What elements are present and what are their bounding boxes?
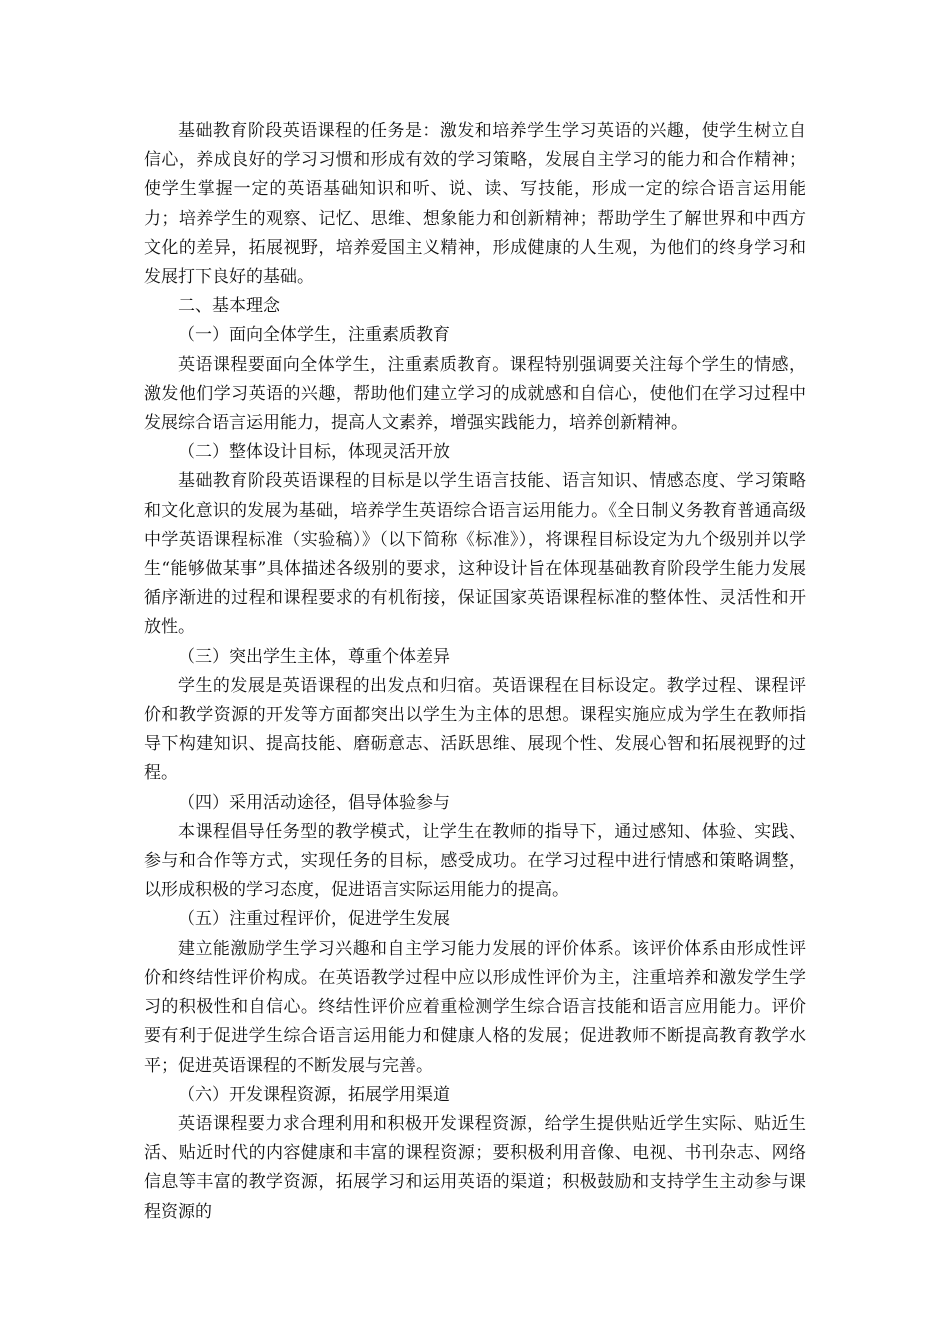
subsection-body-5: 建立能激励学生学习兴趣和自主学习能力发展的评价体系。该评价体系由形成性评价和终结性评价构成。在英语教学过程中应以形成性评价为主，注重培养和激发学生学习的积极性和自信心。终结性评价应着重检测学生综合语言技能和语言应用能力。评价要有利于促进学生综合语言运用能力和健康人格的发展；促进教师不断提高教育教学水平；促进英语课程的不断发展与完善。 bbox=[144, 938, 806, 1076]
subsection-heading-3: （三）突出学生主体，尊重个体差异 bbox=[178, 646, 450, 667]
subsection-body-3: 学生的发展是英语课程的出发点和归宿。英语课程在目标设定。教学过程、课程评价和教学资源的开发等方面都突出以学生为主体的思想。课程实施应成为学生在教师指导下构建知识、提高技能、磨砺意志、活跃思维、展现个性、发展心智和拓展视野的过程。 bbox=[144, 675, 806, 784]
subsection-heading-5: （五）注重过程评价，促进学生发展 bbox=[178, 909, 450, 930]
subsection-heading-4: （四）采用活动途径，倡导体验参与 bbox=[178, 792, 450, 813]
subsection-heading-1: （一）面向全体学生，注重素质教育 bbox=[178, 325, 450, 346]
section-title: 二、基本理念 bbox=[178, 296, 280, 317]
subsection-heading-2: （二）整体设计目标，体现灵活开放 bbox=[178, 442, 450, 463]
intro-paragraph: 基础教育阶段英语课程的任务是：激发和培养学生学习英语的兴趣，使学生树立自信心，养成良好的学习习惯和形成有效的学习策略，发展自主学习的能力和合作精神；使学生掌握一定的英语基础知识和听、说、读、写技能，形成一定的综合语言运用能力；培养学生的观察、记忆、思维、想象能力和创新精神；帮助学生了解世界和中西方文化的差异，拓展视野，培养爱国主义精神，形成健康的人生观，为他们的终身学习和发展打下良好的基础。 bbox=[144, 121, 806, 288]
subsection-body-6: 英语课程要力求合理利用和积极开发课程资源，给学生提供贴近学生实际、贴近生活、贴近时代的内容健康和丰富的课程资源；要积极利用音像、电视、书刊杂志、网络信息等丰富的教学资源，拓展学习和运用英语的渠道；积极鼓励和支持学生主动参与课程资源的 bbox=[144, 1113, 806, 1222]
subsection-body-4: 本课程倡导任务型的教学模式，让学生在教师的指导下，通过感知、体验、实践、参与和合作等方式，实现任务的目标，感受成功。在学习过程中进行情感和策略调整，以形成积极的学习态度，促进语言实际运用能力的提高。 bbox=[144, 821, 806, 901]
subsection-body-2: 基础教育阶段英语课程的目标是以学生语言技能、语言知识、情感态度、学习策略和文化意识的发展为基础，培养学生英语综合语言运用能力。《全日制义务教育普通高级中学英语课程标准（实验稿）》（以下简称《标准》），将课程目标设定为九个级别并以学生“能够做某事”具体描述各级别的要求，这种设计旨在体现基础教育阶段学生能力发展循序渐进的过程和课程要求的有机衔接，保证国家英语课程标准的整体性、灵活性和开放性。 bbox=[144, 471, 806, 638]
subsection-heading-6: （六）开发课程资源，拓展学用渠道 bbox=[178, 1084, 450, 1105]
document-body bbox=[144, 117, 806, 1227]
subsection-body-1: 英语课程要面向全体学生，注重素质教育。课程特别强调要关注每个学生的情感，激发他们学习英语的兴趣，帮助他们建立学习的成就感和自信心，使他们在学习过程中发展综合语言运用能力，提高人文素养，增强实践能力，培养创新精神。 bbox=[144, 354, 806, 434]
